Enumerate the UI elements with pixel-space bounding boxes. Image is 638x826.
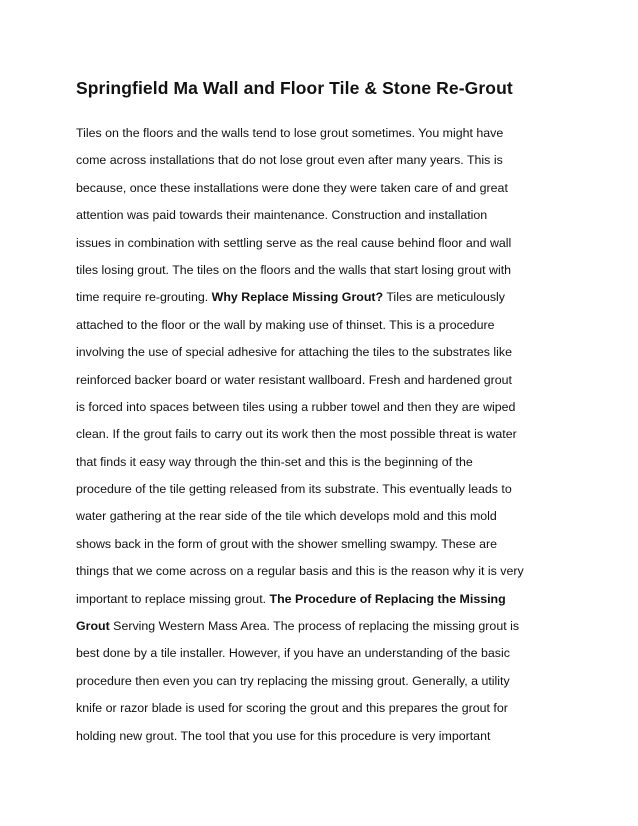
body-text-segment: time require re-grouting. (76, 290, 212, 305)
body-text-line (76, 124, 576, 151)
body-text-segment: important to replace missing grout. (76, 591, 270, 606)
body-text-line (76, 644, 576, 671)
body-text-segment: Tiles on the floors and the walls tend to lose grout sometimes. You might have (76, 126, 504, 140)
body-text-line (76, 234, 576, 261)
body-text-segment: Serving Western Mass Area. The process of replacing the missing grout is (109, 619, 520, 634)
body-text-segment: procedure then even you can try replacing the missing grout. Generally, a utility (76, 673, 510, 688)
body-text-segment: issues in combination with settling serve as the real cause behind floor and wall (76, 235, 512, 250)
body-text-line (76, 316, 576, 343)
body-text-segment: come across installations that do not lose grout even after many years. This is (76, 153, 503, 168)
document-body (76, 124, 576, 754)
body-text-line (76, 288, 576, 315)
body-text-segment: involving the use of special adhesive for attaching the tiles to the substrates like (76, 345, 512, 360)
body-text-line (76, 699, 576, 726)
body-text-segment: tiles losing grout. The tiles on the floors and the walls that start losing grout with (76, 262, 512, 277)
body-text-line (76, 151, 576, 178)
body-text-segment: reinforced backer board or water resistant wallboard. Fresh and hardened grout (76, 372, 512, 387)
body-text-segment: that finds it easy way through the thin-set and this is the beginning of the (76, 454, 473, 469)
body-text-line (76, 261, 576, 288)
body-text-line (76, 535, 576, 562)
body-text-line (76, 590, 576, 617)
body-text-segment: water gathering at the rear side of the tile which develops mold and this mold (76, 509, 497, 524)
body-text-line (76, 371, 576, 398)
body-text-segment: best done by a tile installer. However, if you have an understanding of the basic (76, 646, 510, 661)
body-text-segment: holding new grout. The tool that you use for this procedure is very important (76, 728, 491, 743)
body-text-line (76, 507, 576, 534)
body-text-segment: attention was paid towards their maintenance. Construction and installation (76, 208, 488, 223)
body-text-line (76, 480, 576, 507)
body-text-line (76, 727, 576, 754)
body-text-segment: clean. If the grout fails to carry out its work then the most possible threat is water (76, 427, 517, 442)
body-text-line (76, 398, 576, 425)
body-text-line (76, 179, 576, 206)
body-text-line (76, 617, 576, 644)
document-title: Springfield Ma Wall and Floor Tile & Stone Re-Grout (76, 78, 513, 98)
bold-heading-text: Grout (76, 619, 110, 634)
body-text-segment: Tiles are meticulously (383, 290, 505, 305)
body-text-segment: because, once these installations were done they were taken care of and great (76, 180, 508, 195)
body-text-line (76, 206, 576, 233)
body-text-line (76, 672, 576, 699)
body-text-line (76, 562, 576, 589)
bold-heading-text: Why Replace Missing Grout? (211, 290, 384, 305)
bold-heading-text: The Procedure of Replacing the Missing (269, 591, 506, 606)
body-text-segment: things that we come across on a regular basis and this is the reason why it is very (76, 564, 524, 579)
body-text-segment: is forced into spaces between tiles using a rubber towel and then they are wiped (76, 399, 516, 414)
body-text-line (76, 343, 576, 370)
body-text-line (76, 425, 576, 452)
body-text-segment: attached to the floor or the wall by making use of thinset. This is a procedure (76, 317, 495, 332)
body-text-segment: knife or razor blade is used for scoring the grout and this prepares the grout for (76, 701, 508, 716)
body-text-segment: procedure of the tile getting released from its substrate. This eventually leads to (76, 482, 512, 497)
body-text-segment: shows back in the form of grout with the shower smelling swampy. These are (76, 536, 498, 551)
body-text-line (76, 453, 576, 480)
